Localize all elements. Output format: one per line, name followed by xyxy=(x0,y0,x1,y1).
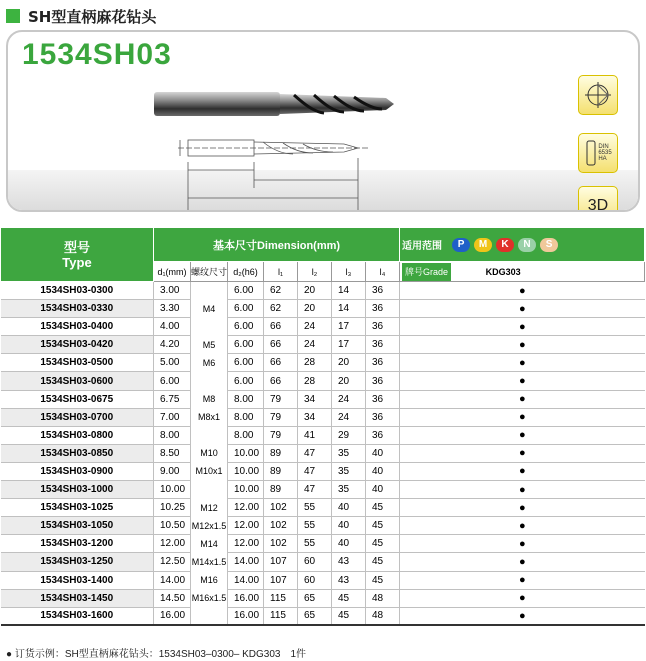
cell-mark: ● xyxy=(400,354,645,372)
cell-d1: 14.00 xyxy=(154,571,191,589)
cell-l1: 62 xyxy=(264,300,298,318)
cell-l2: 28 xyxy=(298,372,332,390)
table-row xyxy=(1,354,645,372)
cell-mark: ● xyxy=(400,589,645,607)
table-row xyxy=(1,444,645,462)
grade-value: KDG303 xyxy=(485,267,521,277)
cell-l4: 40 xyxy=(366,462,400,480)
cell-l3: 43 xyxy=(332,553,366,571)
cell-l3: 20 xyxy=(332,372,366,390)
cell-d2: 8.00 xyxy=(228,408,264,426)
dimension-header: 基本尺寸Dimension(mm) xyxy=(154,228,400,262)
material-badge: S xyxy=(540,238,558,252)
cell-l3: 14 xyxy=(332,300,366,318)
product-code: 1534SH03 xyxy=(22,38,172,71)
cell-code: 1534SH03-1600 xyxy=(1,607,154,625)
cell-l4: 36 xyxy=(366,318,400,336)
cell-code: 1534SH03-1050 xyxy=(1,517,154,535)
cell-l3: 24 xyxy=(332,390,366,408)
cell-l1: 66 xyxy=(264,354,298,372)
cell-l4: 36 xyxy=(366,282,400,300)
cell-code: 1534SH03-0850 xyxy=(1,444,154,462)
cell-d2: 14.00 xyxy=(228,571,264,589)
order-example-note: ● 订货示例：SH型直柄麻花钻头：1534SH03–0300– KDG303 1件 xyxy=(6,649,307,660)
cell-d2: 12.00 xyxy=(228,517,264,535)
cell-l4: 36 xyxy=(366,336,400,354)
spec-table-wrap xyxy=(0,227,644,626)
cell-l2: 55 xyxy=(298,535,332,553)
cell-l3: 40 xyxy=(332,499,366,517)
cell-l4: 36 xyxy=(366,300,400,318)
cell-thread: M8 xyxy=(191,390,228,408)
cell-code: 1534SH03-0900 xyxy=(1,462,154,480)
apply-header xyxy=(400,228,645,262)
cell-l2: 65 xyxy=(298,607,332,625)
cell-l1: 79 xyxy=(264,408,298,426)
cell-d1: 10.25 xyxy=(154,499,191,517)
cell-l2: 60 xyxy=(298,571,332,589)
material-badge: N xyxy=(518,238,536,252)
cell-thread xyxy=(191,318,228,336)
cell-l1: 107 xyxy=(264,571,298,589)
cell-d2: 6.00 xyxy=(228,300,264,318)
title-bar xyxy=(6,4,156,28)
cell-d1: 10.00 xyxy=(154,481,191,499)
cell-l2: 20 xyxy=(298,300,332,318)
cell-code: 1534SH03-0500 xyxy=(1,354,154,372)
cell-mark: ● xyxy=(400,571,645,589)
cell-thread xyxy=(191,426,228,444)
cell-mark: ● xyxy=(400,462,645,480)
cell-l2: 47 xyxy=(298,444,332,462)
cell-d1: 12.00 xyxy=(154,535,191,553)
page-title: SH型直柄麻花钻头 xyxy=(28,7,157,26)
cell-thread xyxy=(191,372,228,390)
cell-thread: M14x1.5 xyxy=(191,553,228,571)
table-row xyxy=(1,499,645,517)
cell-l3: 35 xyxy=(332,481,366,499)
cell-d2: 10.00 xyxy=(228,444,264,462)
cell-code: 1534SH03-0675 xyxy=(1,390,154,408)
cell-l1: 89 xyxy=(264,444,298,462)
view-3d-button[interactable]: 3D xyxy=(578,186,618,212)
cell-mark: ● xyxy=(400,372,645,390)
cell-thread xyxy=(191,481,228,499)
cell-mark: ● xyxy=(400,408,645,426)
cell-l4: 45 xyxy=(366,535,400,553)
cell-l3: 20 xyxy=(332,354,366,372)
cell-mark: ● xyxy=(400,282,645,300)
cell-l2: 65 xyxy=(298,589,332,607)
cell-l4: 36 xyxy=(366,408,400,426)
cell-code: 1534SH03-0700 xyxy=(1,408,154,426)
table-row xyxy=(1,426,645,444)
material-badge: K xyxy=(496,238,514,252)
cell-d2: 12.00 xyxy=(228,499,264,517)
cell-l4: 48 xyxy=(366,589,400,607)
cell-d2: 10.00 xyxy=(228,462,264,480)
cell-code: 1534SH03-1450 xyxy=(1,589,154,607)
cell-d2: 6.00 xyxy=(228,336,264,354)
drill-drawing xyxy=(158,128,388,212)
grade-header xyxy=(400,262,645,282)
cell-code: 1534SH03-0600 xyxy=(1,372,154,390)
cell-l2: 20 xyxy=(298,282,332,300)
column-header: l₂ xyxy=(298,262,332,282)
cell-d2: 14.00 xyxy=(228,553,264,571)
cell-d1: 10.50 xyxy=(154,517,191,535)
cell-d1: 7.00 xyxy=(154,408,191,426)
cell-l1: 66 xyxy=(264,318,298,336)
table-row xyxy=(1,607,645,625)
cell-l4: 36 xyxy=(366,354,400,372)
column-header: l₄ xyxy=(366,262,400,282)
type-header xyxy=(1,228,154,282)
cell-l2: 24 xyxy=(298,318,332,336)
table-row xyxy=(1,481,645,499)
cell-thread: M16x1.5 xyxy=(191,589,228,607)
cell-l1: 89 xyxy=(264,462,298,480)
cell-mark: ● xyxy=(400,607,645,625)
cell-l4: 45 xyxy=(366,517,400,535)
cell-l3: 17 xyxy=(332,318,366,336)
cell-d1: 5.00 xyxy=(154,354,191,372)
table-row xyxy=(1,300,645,318)
cell-l4: 45 xyxy=(366,571,400,589)
cell-l4: 36 xyxy=(366,426,400,444)
cell-d2: 12.00 xyxy=(228,535,264,553)
cell-l1: 66 xyxy=(264,372,298,390)
column-header: d₁(mm) xyxy=(154,262,191,282)
cell-thread: M10 xyxy=(191,444,228,462)
cell-code: 1534SH03-0300 xyxy=(1,282,154,300)
column-header: l₃ xyxy=(332,262,366,282)
spec-table-body xyxy=(1,282,645,626)
cell-thread: M12x1.5 xyxy=(191,517,228,535)
cell-d2: 16.00 xyxy=(228,589,264,607)
din-line: HA xyxy=(598,156,607,162)
cell-code: 1534SH03-1025 xyxy=(1,499,154,517)
material-badge: M xyxy=(474,238,492,252)
table-row xyxy=(1,372,645,390)
grade-label: 牌号Grade xyxy=(402,263,451,281)
cell-thread: M5 xyxy=(191,336,228,354)
cell-l4: 40 xyxy=(366,444,400,462)
cell-code: 1534SH03-0330 xyxy=(1,300,154,318)
cell-d2: 6.00 xyxy=(228,282,264,300)
table-row xyxy=(1,571,645,589)
cell-thread xyxy=(191,607,228,625)
cell-d1: 3.00 xyxy=(154,282,191,300)
cell-d1: 12.50 xyxy=(154,553,191,571)
cell-d1: 6.75 xyxy=(154,390,191,408)
table-row xyxy=(1,589,645,607)
cell-l3: 40 xyxy=(332,535,366,553)
cell-l2: 47 xyxy=(298,462,332,480)
cell-mark: ● xyxy=(400,390,645,408)
cell-thread: M14 xyxy=(191,535,228,553)
cell-l1: 62 xyxy=(264,282,298,300)
cell-l1: 102 xyxy=(264,499,298,517)
din-line: DIN xyxy=(598,144,609,150)
cell-code: 1534SH03-0400 xyxy=(1,318,154,336)
spec-table xyxy=(0,227,645,626)
cell-thread: M8x1 xyxy=(191,408,228,426)
table-row xyxy=(1,517,645,535)
cell-l4: 45 xyxy=(366,499,400,517)
table-row xyxy=(1,535,645,553)
cell-code: 1534SH03-1250 xyxy=(1,553,154,571)
column-header: d₂(h6) xyxy=(228,262,264,282)
type-header-en: Type xyxy=(62,254,92,270)
cell-l2: 24 xyxy=(298,336,332,354)
cell-d1: 4.20 xyxy=(154,336,191,354)
cell-l2: 28 xyxy=(298,354,332,372)
cell-code: 1534SH03-0800 xyxy=(1,426,154,444)
cell-l3: 43 xyxy=(332,571,366,589)
cell-l3: 40 xyxy=(332,517,366,535)
title-marker xyxy=(6,9,20,23)
cell-l1: 102 xyxy=(264,517,298,535)
cell-mark: ● xyxy=(400,499,645,517)
cell-d1: 6.00 xyxy=(154,372,191,390)
cell-l3: 24 xyxy=(332,408,366,426)
cell-thread xyxy=(191,282,228,300)
cell-l4: 40 xyxy=(366,481,400,499)
column-header: 螺纹尺寸 xyxy=(191,262,228,282)
cell-l2: 60 xyxy=(298,553,332,571)
cell-code: 1534SH03-0420 xyxy=(1,336,154,354)
material-badge: P xyxy=(452,238,470,252)
cell-d1: 14.50 xyxy=(154,589,191,607)
cell-d1: 3.30 xyxy=(154,300,191,318)
cell-l3: 45 xyxy=(332,607,366,625)
cell-thread: M10x1 xyxy=(191,462,228,480)
cell-l2: 34 xyxy=(298,390,332,408)
cell-l3: 29 xyxy=(332,426,366,444)
cell-mark: ● xyxy=(400,318,645,336)
cell-l4: 36 xyxy=(366,390,400,408)
cell-l2: 34 xyxy=(298,408,332,426)
cell-thread: M6 xyxy=(191,354,228,372)
table-row xyxy=(1,318,645,336)
cell-code: 1534SH03-1200 xyxy=(1,535,154,553)
cell-l1: 102 xyxy=(264,535,298,553)
cell-code: 1534SH03-1000 xyxy=(1,481,154,499)
cell-mark: ● xyxy=(400,444,645,462)
cell-l4: 36 xyxy=(366,372,400,390)
cell-d1: 8.50 xyxy=(154,444,191,462)
table-row xyxy=(1,553,645,571)
cell-d2: 8.00 xyxy=(228,390,264,408)
table-row xyxy=(1,336,645,354)
cell-mark: ● xyxy=(400,553,645,571)
cell-l3: 35 xyxy=(332,462,366,480)
din-line: 6535 xyxy=(598,150,612,156)
cell-code: 1534SH03-1400 xyxy=(1,571,154,589)
cell-l2: 55 xyxy=(298,499,332,517)
table-row xyxy=(1,390,645,408)
cell-mark: ● xyxy=(400,426,645,444)
cell-l3: 45 xyxy=(332,589,366,607)
cell-d2: 10.00 xyxy=(228,481,264,499)
cell-l4: 45 xyxy=(366,553,400,571)
cell-mark: ● xyxy=(400,300,645,318)
cell-l1: 115 xyxy=(264,607,298,625)
cell-l1: 66 xyxy=(264,336,298,354)
type-header-cn: 型号 xyxy=(63,239,90,255)
cell-l3: 35 xyxy=(332,444,366,462)
cell-l2: 55 xyxy=(298,517,332,535)
cell-thread: M16 xyxy=(191,571,228,589)
cell-d2: 6.00 xyxy=(228,354,264,372)
cell-d1: 4.00 xyxy=(154,318,191,336)
cell-thread: M4 xyxy=(191,300,228,318)
cell-d1: 16.00 xyxy=(154,607,191,625)
cell-l1: 79 xyxy=(264,390,298,408)
column-header: l₁ xyxy=(264,262,298,282)
cell-l1: 89 xyxy=(264,481,298,499)
cell-d1: 9.00 xyxy=(154,462,191,480)
material-badges xyxy=(452,238,558,252)
cell-l3: 17 xyxy=(332,336,366,354)
drill-geometry-icon xyxy=(578,75,618,115)
cell-mark: ● xyxy=(400,481,645,499)
cell-mark: ● xyxy=(400,535,645,553)
cell-l1: 115 xyxy=(264,589,298,607)
din-standard-icon xyxy=(578,133,618,173)
cell-mark: ● xyxy=(400,517,645,535)
cell-l2: 47 xyxy=(298,481,332,499)
table-row xyxy=(1,462,645,480)
cell-mark: ● xyxy=(400,336,645,354)
product-header xyxy=(6,30,640,212)
cell-d2: 8.00 xyxy=(228,426,264,444)
cell-l1: 107 xyxy=(264,553,298,571)
apply-label: 适用范围 xyxy=(402,241,443,252)
table-row xyxy=(1,282,645,300)
cell-l3: 14 xyxy=(332,282,366,300)
cell-thread: M12 xyxy=(191,499,228,517)
cell-l4: 48 xyxy=(366,607,400,625)
cell-l1: 79 xyxy=(264,426,298,444)
cell-d2: 6.00 xyxy=(228,372,264,390)
cell-d2: 6.00 xyxy=(228,318,264,336)
cell-l2: 41 xyxy=(298,426,332,444)
cell-d2: 16.00 xyxy=(228,607,264,625)
drill-photo xyxy=(154,84,394,124)
cell-d1: 8.00 xyxy=(154,426,191,444)
table-row xyxy=(1,408,645,426)
